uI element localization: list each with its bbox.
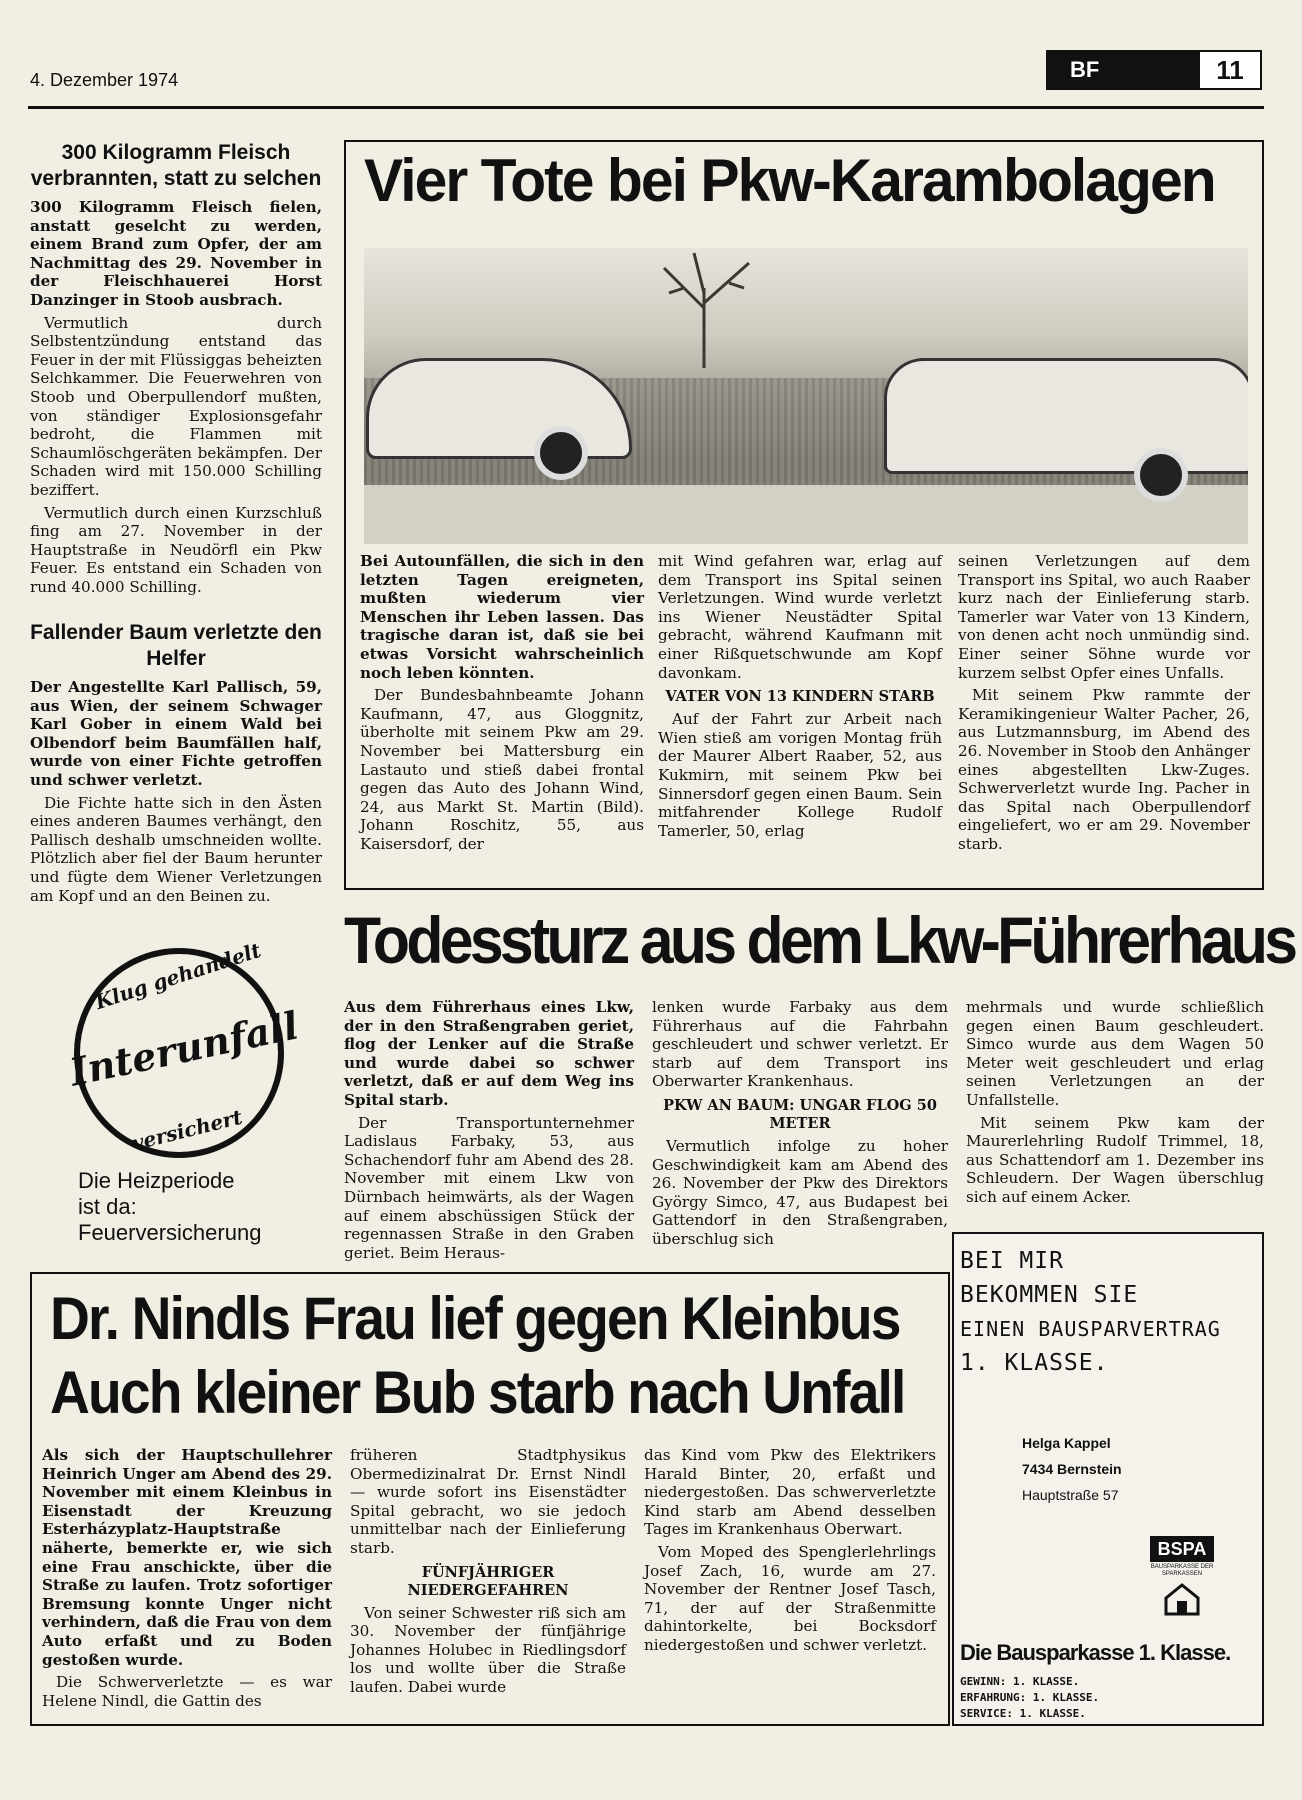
article-paragraph: Vermutlich durch einen Kurzschluß fing am 27. November in der Hauptstraße in Neudörfl ein Pkw Feuer. Es entstand ein Schaden von rund 40.000 Schilling.	[30, 503, 322, 596]
article-title: Fallender Baum verletzte den Helfer	[30, 621, 322, 670]
article-column	[652, 998, 948, 1253]
ad-guarantee: GEWINN: 1. KLASSE.	[960, 1675, 1080, 1688]
accident-photo	[364, 248, 1248, 544]
ad-ring-bottom-text: versichert	[129, 1104, 245, 1156]
headline: Todessturz aus dem Lkw-Führerhaus	[344, 903, 1295, 977]
article-paragraph: lenken wurde Farbaky aus dem Führerhaus auf die Fahrbahn geschleudert und schwer verletzt. Er starb auf dem Transport ins Oberwarter Krankenhaus.	[652, 998, 948, 1091]
article-paragraph: Der Transportunternehmer Ladislaus Farbaky, 53, aus Schachendorf fuhr am Abend des 28. November mit einem Lkw von Dürnbach heimwärts, als der Wagen auf einem abschüssigen Stück der regennassen Straße in den Graben geriet. Beim Heraus-	[344, 1113, 634, 1262]
ad-line: Die Heizperiode	[78, 1168, 235, 1193]
article-paragraph: mit Wind gefahren war, erlag auf dem Transport ins Spital seinen Verletzungen. Wind wurde verletzt ins Wiener Neustädter Spital gebracht, während Kaufmann mit einer Rißquetschwunde am Kopf davonkam.	[658, 552, 942, 682]
article-paragraph: Vermutlich durch Selbstentzündung entstand das Feuer in der mit Flüssiggas beheizten Selchkammer. Die Feuerwehren von Stoob und Oberpullendorf mußten, von ständiger Explosionsgefahr bedroht, die Flammen mit Schaumlöschgeräten bekämpfen. Der Schaden wird mit 150.000 Schilling beziffert.	[30, 313, 322, 499]
photo-car-right	[884, 358, 1248, 474]
photo-wheel	[534, 426, 588, 480]
headline: Dr. Nindls Frau lief gegen Kleinbus	[50, 1285, 900, 1352]
subheading: FÜNFJÄHRIGER NIEDERGEFAHREN	[407, 1563, 569, 1599]
ad-guarantees	[960, 1674, 1099, 1722]
article-title: 300 Kilogramm Fleisch verbrannten, statt zu selchen	[30, 141, 322, 190]
ad-line: 1. KLASSE.	[960, 1350, 1109, 1376]
ad-tagline: Die Bausparkasse 1. Klasse.	[960, 1640, 1231, 1665]
ad-bausparkasse	[952, 1232, 1264, 1726]
ad-interunfall	[30, 938, 322, 1248]
ad-contact-name: Helga Kappel	[1022, 1435, 1111, 1451]
article-paragraph: Die Schwerverletzte — es war Helene Nindl, die Gattin des	[42, 1673, 332, 1710]
ad-line: BEKOMMEN SIE	[960, 1282, 1139, 1308]
article-column	[42, 1446, 332, 1714]
headline: Vier Tote bei Pkw-Karambolagen	[364, 147, 1215, 214]
article-column	[644, 1446, 936, 1659]
article-column	[344, 998, 634, 1266]
article-column	[360, 552, 644, 858]
article-paragraph: Vom Moped des Spenglerlehrlings Josef Zach, 16, wurde am 27. November der Rentner Josef Tasch, 71, der auf der Straßenmitte dahintorkelte, bei Bocksdorf niedergestoßen und schwer verletzt.	[644, 1542, 936, 1654]
bausparkasse-logo: BSPA	[1150, 1536, 1214, 1562]
article-paragraph: seinen Verletzungen auf dem Transport ins Spital, wo auch Raaber kurz nach der Einlieferung starb. Tamerler war Vater von 13 Kindern, von denen acht noch unmündig sind. Einer seiner Söhne wurde vor kurzem selbst Opfer eines Unfalls.	[958, 552, 1250, 682]
article-lead: Als sich der Hauptschullehrer Heinrich Unger am Abend des 29. November mit einem Kleinbus in Eisenstadt der Kreuzung Esterházyplatz-Hauptstraße näherte, bemerkte er, wie sich eine Frau anschickte, über die Straße zu laufen. Trotz sofortiger Bremsung konnte Unger nicht verhindern, daß die Frau von dem Auto erfaßt und zu Boden gestoßen wurde.	[42, 1446, 332, 1669]
article-column	[350, 1446, 626, 1701]
article-column	[966, 998, 1264, 1211]
article-paragraph: Der Bundesbahnbeamte Johann Kaufmann, 47, aus Gloggnitz, überholte mit seinem Pkw am 29. November bei Mattersburg ein Lastauto und stieß dabei frontal gegen das Auto des Johann Wind, 24, aus Markt St. Martin (Bild). Johann Roschitz, 55, aus Kaisersdorf, der	[360, 686, 644, 853]
ad-contact	[1022, 1430, 1122, 1508]
ad-line: EINEN BAUSPARVERTRAG	[960, 1317, 1221, 1341]
ad-slogan	[78, 1168, 261, 1246]
article-paragraph: Vermutlich infolge zu hoher Geschwindigkeit kam am Abend des 26. November der Pkw des Direktors György Simco, 47, aus Budapest bei Gattendorf in den Straßengraben, überschlug sich	[652, 1136, 948, 1248]
page-number: 11	[1198, 50, 1262, 90]
article-nindl	[30, 1272, 950, 1726]
ad-guarantee: ERFAHRUNG: 1. KLASSE.	[960, 1691, 1100, 1704]
article-paragraph: Auf der Fahrt zur Arbeit nach Wien stieß am vorigen Montag früh der Maurer Albert Raaber, 52, aus Kukmirn, mit seinem Pkw bei Sinnersdorf gegen einen Baum. Sein mitfahrender Kollege Rudolf Tamerler, 50, erlag	[658, 710, 942, 840]
ad-line: ist da:	[78, 1194, 137, 1219]
article-column	[958, 552, 1250, 858]
ad-line: Feuerversicherung	[78, 1220, 262, 1245]
house-icon	[1162, 1582, 1202, 1616]
article-paragraph: mehrmals und wurde schließlich gegen einen Baum geschleudert. Simco wurde aus dem Wagen 50 Meter weit geschleudert und erlag seinen Verletzungen an der Unfallstelle.	[966, 998, 1264, 1109]
bausparkasse-logo-sub: BAUSPARKASSE DER SPARKASSEN	[1150, 1564, 1214, 1577]
article-vier-tote	[344, 140, 1264, 890]
article-lead: Aus dem Führerhaus eines Lkw, der in den Straßengraben geriet, flog der Lenker auf die Straße und wurde dabei so schwer verletzt, daß er auf dem Weg ins Spital starb.	[344, 998, 634, 1109]
headline: Auch kleiner Bub starb nach Unfall	[50, 1359, 905, 1426]
page-date: 4. Dezember 1974	[30, 70, 179, 90]
photo-car-left	[366, 358, 632, 459]
article-fleisch	[30, 140, 322, 600]
article-baum	[30, 620, 322, 909]
photo-tree	[634, 248, 774, 368]
ad-brand: Interunfall	[65, 1002, 303, 1095]
ad-line: BEI MIR	[960, 1248, 1064, 1274]
article-paragraph: früheren Stadtphysikus Obermedizinalrat Dr. Ernst Nindl — wurde sofort ins Eisenstädter Spital gebracht, wo sie jedoch unmittelbar nach der Einlieferung starb.	[350, 1446, 626, 1557]
photo-wheel	[1134, 448, 1188, 502]
ad-contact-street: Hauptstraße 57	[1022, 1487, 1119, 1503]
ad-guarantee: SERVICE: 1. KLASSE.	[960, 1707, 1086, 1720]
article-paragraph: das Kind vom Pkw des Elektrikers Harald Binter, 20, erfaßt und niedergestoßen. Das schwerverletzte Kind starb am Abend desselben Tages im Krankenhaus Oberwart.	[644, 1446, 936, 1539]
section-label: BF	[1046, 50, 1198, 90]
ad-headline	[960, 1244, 1260, 1380]
article-paragraph: Mit seinem Pkw rammte der Keramikingenieur Walter Pacher, 26, aus Lutzmannsburg, im Abend des 26. November in Stoob den Anhänger eines abgestellten Lkw-Zuges. Schwerverletzt wurde Ing. Pacher in das Spital nach Oberpullendorf eingeliefert, wo er am 29. November starb.	[958, 686, 1250, 853]
article-paragraph: Von seiner Schwester riß sich am 30. November der fünfjährige Johannes Holubec in Riedlingsdorf los und wollte über die Straße laufen. Dabei wurde	[350, 1603, 626, 1696]
ad-ring-top-text: Klug gehandelt	[92, 937, 264, 1015]
ad-contact-city: 7434 Bernstein	[1022, 1461, 1122, 1477]
photo-road	[364, 485, 1248, 544]
article-lead: Der Angestellte Karl Pallisch, 59, aus Wien, der seinem Schwager Karl Gober in einem Wald bei Olbendorf beim Baumfällen half, wurde von einer Fichte getroffen und schwer verletzt.	[30, 678, 322, 789]
article-lead: 300 Kilogramm Fleisch fielen, anstatt geselcht zu werden, einem Brand zum Opfer, der am Nachmittag des 29. November in der Fleischhauerei Horst Danzinger in Stoob ausbrach.	[30, 198, 322, 309]
article-lead: Bei Autounfällen, die sich in den letzten Tagen ereigneten, mußten wiederum vier Menschen ihr Leben lassen. Das tragische daran ist, daß sie bei etwas Vorsicht wahrscheinlich noch leben könnten.	[360, 552, 644, 682]
subheading: PKW AN BAUM: UNGAR FLOG 50 METER	[663, 1096, 937, 1132]
article-paragraph: Die Fichte hatte sich in den Ästen eines anderen Baumes verhängt, den Pallisch deshalb umschneiden wollte. Plötzlich aber fiel der Baum herunter und fügte dem Wiener Verletzungen am Kopf und an den Beinen zu.	[30, 793, 322, 905]
subheading: VATER VON 13 KINDERN STARB	[665, 688, 935, 706]
header-rule	[28, 106, 1264, 109]
article-paragraph: Mit seinem Pkw kam der Maurerlehrling Rudolf Trimmel, 18, aus Schattendorf am 1. Dezember ins Schleudern. Der Wagen überschlug sich auf einem Acker.	[966, 1113, 1264, 1206]
article-column	[658, 552, 942, 844]
